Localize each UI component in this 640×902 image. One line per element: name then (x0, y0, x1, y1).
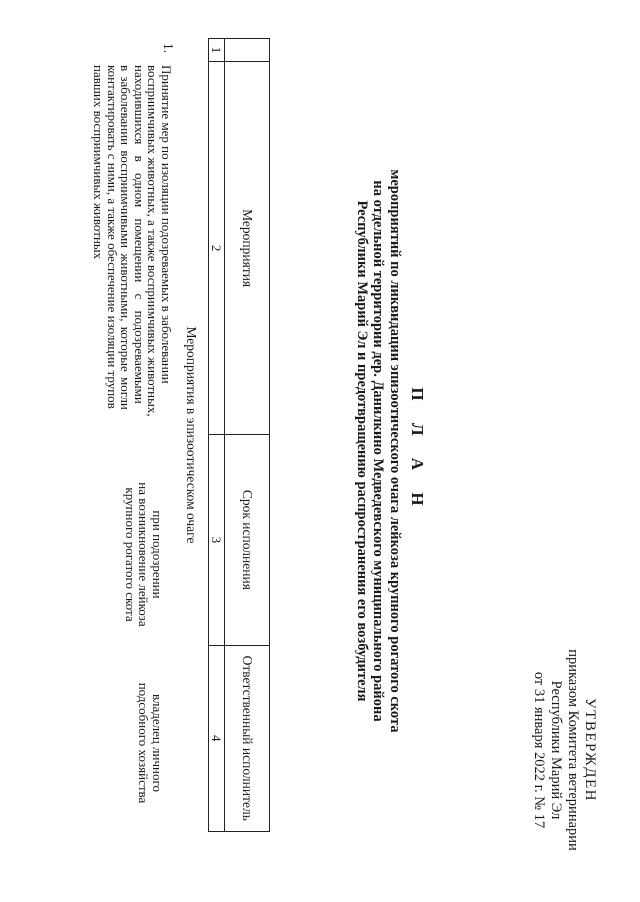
subtitle-line-1: мероприятий по ликвидации эпизоотического очага лейкоза крупного рогатого скота (387, 169, 403, 733)
measure-line-text: Принятие мер по изоляции подозреваемых в заболевании (159, 65, 174, 384)
approval-line-3: от 31 января 2022 г. № 17 (531, 671, 547, 829)
header-cell-term: Срок исполнения (225, 435, 270, 645)
measure-line: контактировать с ними, а также обеспечение изоляции трупов (104, 65, 120, 409)
measure-line: восприимчивых животных, а также восприимчивых животных, (145, 65, 161, 417)
column-number: 1 (209, 39, 225, 62)
row-responsible-text (137, 648, 164, 838)
term-line: на возникновение лейкоза (136, 482, 152, 627)
approval-line-1: приказом Комитета ветеринарии (565, 649, 581, 851)
column-number: 3 (209, 435, 225, 645)
measure-line: павших восприимчивых животных (91, 65, 107, 260)
term-line: при подозрении (150, 510, 165, 599)
header-cell-responsible: Ответственный исполнитель (225, 645, 270, 832)
approval-line-2: Республики Марий Эл (548, 680, 564, 820)
responsible-line: подсобного хозяйства (136, 682, 152, 804)
column-number: 2 (209, 61, 225, 434)
row-term-text (123, 452, 164, 657)
column-number: 4 (209, 645, 225, 832)
row-number: 1. (161, 43, 176, 54)
measure-line: находившихся в одном помещении с подозреваемыми (131, 65, 147, 404)
measure-line (159, 65, 173, 437)
table-header-row (225, 39, 270, 832)
section-title: Мероприятия в эпизоотическом очаге (184, 326, 199, 544)
row-measure-text (91, 65, 173, 437)
header-cell-measures: Мероприятия (225, 61, 270, 434)
plan-subtitle (354, 0, 404, 902)
plan-title: П Л А Н (408, 387, 427, 515)
header-cell-number (225, 39, 270, 62)
approval-stamp (530, 640, 598, 860)
approval-title: УТВЕРЖДЕН (582, 698, 598, 802)
responsible-line: владелец личного (150, 693, 165, 793)
subtitle-line-2: на отдельной территории дер. Данилкино Медведевского муниципального района (370, 180, 387, 722)
column-number-row (209, 39, 225, 832)
term-line: крупного рогатого скота (122, 487, 138, 622)
measure-line: в заболевании восприимчивыми животными, которые могли (118, 65, 134, 410)
subtitle-line-3: Республики Марий Эл и предотвращению распространения его возбудителя (354, 200, 370, 702)
plan-table (208, 38, 270, 832)
